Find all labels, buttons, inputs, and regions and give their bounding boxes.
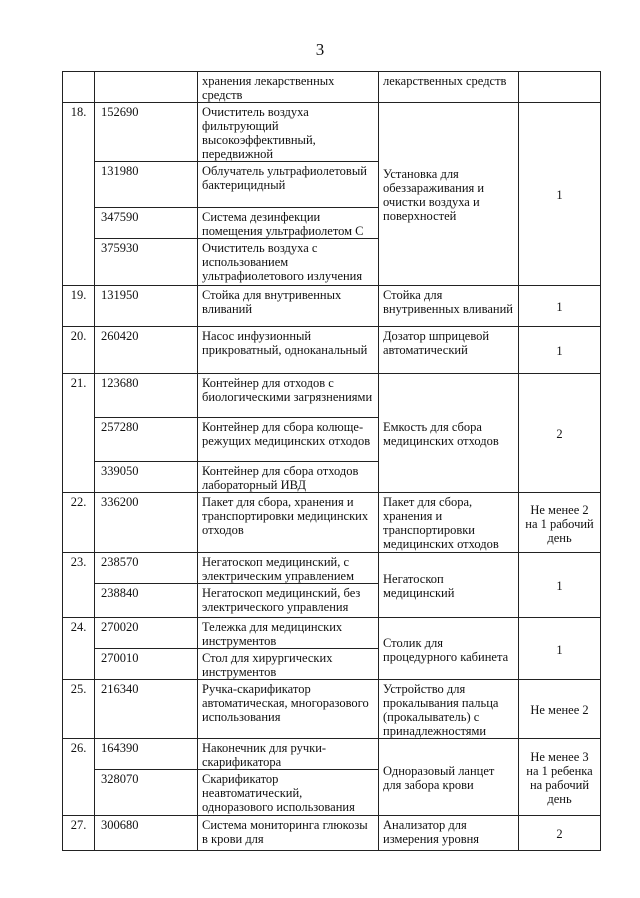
equipment-name: Контейнер для отходов с биологическими загрязнениями bbox=[198, 374, 379, 418]
equipment-name: Стойка для внутривенных вливаний bbox=[198, 286, 379, 327]
equipment-code: 123680 bbox=[95, 374, 198, 418]
equipment-quantity bbox=[519, 72, 601, 103]
equipment-code: 339050 bbox=[95, 462, 198, 493]
table-row bbox=[63, 553, 601, 584]
equipment-quantity: Не менее 2 bbox=[519, 680, 601, 739]
equipment-quantity: 2 bbox=[519, 374, 601, 493]
equipment-code: 260420 bbox=[95, 327, 198, 374]
equipment-quantity: 1 bbox=[519, 618, 601, 680]
equipment-code: 216340 bbox=[95, 680, 198, 739]
equipment-name: Тележка для медицинских инструментов bbox=[198, 618, 379, 649]
equipment-code: 164390 bbox=[95, 739, 198, 770]
equipment-code: 152690 bbox=[95, 103, 198, 162]
equipment-name: Ручка-скарификатор автоматическая, многоразового использования bbox=[198, 680, 379, 739]
equipment-group: Одноразовый ланцет для забора крови bbox=[379, 739, 519, 816]
table-row bbox=[63, 286, 601, 327]
row-number: 19. bbox=[63, 286, 95, 327]
equipment-code: 131980 bbox=[95, 162, 198, 208]
equipment-name: Контейнер для сбора отходов лабораторный ИВД bbox=[198, 462, 379, 493]
equipment-quantity: 1 bbox=[519, 103, 601, 286]
row-number: 27. bbox=[63, 816, 95, 851]
table-row bbox=[63, 327, 601, 374]
table-row bbox=[63, 816, 601, 851]
equipment-name: Стол для хирургических инструментов bbox=[198, 649, 379, 680]
equipment-group: Столик для процедурного кабинета bbox=[379, 618, 519, 680]
equipment-code: 270020 bbox=[95, 618, 198, 649]
equipment-group: Анализатор для измерения уровня bbox=[379, 816, 519, 851]
row-number: 25. bbox=[63, 680, 95, 739]
row-number: 24. bbox=[63, 618, 95, 680]
equipment-quantity: 1 bbox=[519, 553, 601, 618]
row-number: 21. bbox=[63, 374, 95, 493]
equipment-group: Стойка для внутривенных вливаний bbox=[379, 286, 519, 327]
row-number: 26. bbox=[63, 739, 95, 816]
equipment-code: 300680 bbox=[95, 816, 198, 851]
equipment-quantity: 1 bbox=[519, 286, 601, 327]
equipment-name: Негатоскоп медицинский, с электрическим управлением bbox=[198, 553, 379, 584]
equipment-group: Емкость для сбора медицинских отходов bbox=[379, 374, 519, 493]
page-number: 3 bbox=[315, 40, 325, 59]
row-number: 22. bbox=[63, 493, 95, 553]
equipment-name: Наконечник для ручки-скарификатора bbox=[198, 739, 379, 770]
equipment-quantity: 2 bbox=[519, 816, 601, 851]
equipment-code bbox=[95, 72, 198, 103]
table-row bbox=[63, 493, 601, 553]
equipment-name: Пакет для сбора, хранения и транспортировки медицинских отходов bbox=[198, 493, 379, 553]
equipment-code: 238840 bbox=[95, 584, 198, 618]
equipment-name: Скарификатор неавтоматический, одноразового использования bbox=[198, 770, 379, 816]
equipment-code: 238570 bbox=[95, 553, 198, 584]
equipment-quantity: 1 bbox=[519, 327, 601, 374]
equipment-code: 270010 bbox=[95, 649, 198, 680]
row-number: 20. bbox=[63, 327, 95, 374]
equipment-code: 347590 bbox=[95, 208, 198, 239]
table-row bbox=[63, 739, 601, 770]
table-row bbox=[63, 72, 601, 103]
equipment-name: Насос инфузионный прикроватный, одноканальный bbox=[198, 327, 379, 374]
equipment-code: 131950 bbox=[95, 286, 198, 327]
table-row bbox=[63, 618, 601, 649]
equipment-name: Контейнер для сбора колюще-режущих медицинских отходов bbox=[198, 418, 379, 462]
row-number: 23. bbox=[63, 553, 95, 618]
equipment-quantity: Не менее 3 на 1 ребенка на рабочий день bbox=[519, 739, 601, 816]
equipment-name: Очиститель воздуха фильтрующий высокоэффективный, передвижной bbox=[198, 103, 379, 162]
equipment-group: Устройство для прокалывания пальца (прокалыватель) с принадлежностями bbox=[379, 680, 519, 739]
equipment-group: Дозатор шприцевой автоматический bbox=[379, 327, 519, 374]
equipment-group: Негатоскоп медицинский bbox=[379, 553, 519, 618]
equipment-name: Облучатель ультрафиолетовый бактерицидный bbox=[198, 162, 379, 208]
equipment-name: хранения лекарственных средств bbox=[198, 72, 379, 103]
equipment-group: лекарственных средств bbox=[379, 72, 519, 103]
equipment-code: 257280 bbox=[95, 418, 198, 462]
equipment-name: Негатоскоп медицинский, без электрического управления bbox=[198, 584, 379, 618]
equipment-code: 328070 bbox=[95, 770, 198, 816]
row-number: 18. bbox=[63, 103, 95, 286]
table-row bbox=[63, 103, 601, 162]
equipment-group: Установка для обеззараживания и очистки воздуха и поверхностей bbox=[379, 103, 519, 286]
equipment-name: Очиститель воздуха с использованием ультрафиолетового излучения bbox=[198, 239, 379, 286]
table-row bbox=[63, 680, 601, 739]
equipment-table bbox=[62, 71, 601, 851]
equipment-name: Система мониторинга глюкозы в крови для bbox=[198, 816, 379, 851]
table-row bbox=[63, 374, 601, 418]
equipment-quantity: Не менее 2 на 1 рабочий день bbox=[519, 493, 601, 553]
equipment-code: 375930 bbox=[95, 239, 198, 286]
equipment-name: Система дезинфекции помещения ультрафиолетом С bbox=[198, 208, 379, 239]
equipment-code: 336200 bbox=[95, 493, 198, 553]
equipment-group: Пакет для сбора, хранения и транспортировки медицинских отходов bbox=[379, 493, 519, 553]
row-number bbox=[63, 72, 95, 103]
